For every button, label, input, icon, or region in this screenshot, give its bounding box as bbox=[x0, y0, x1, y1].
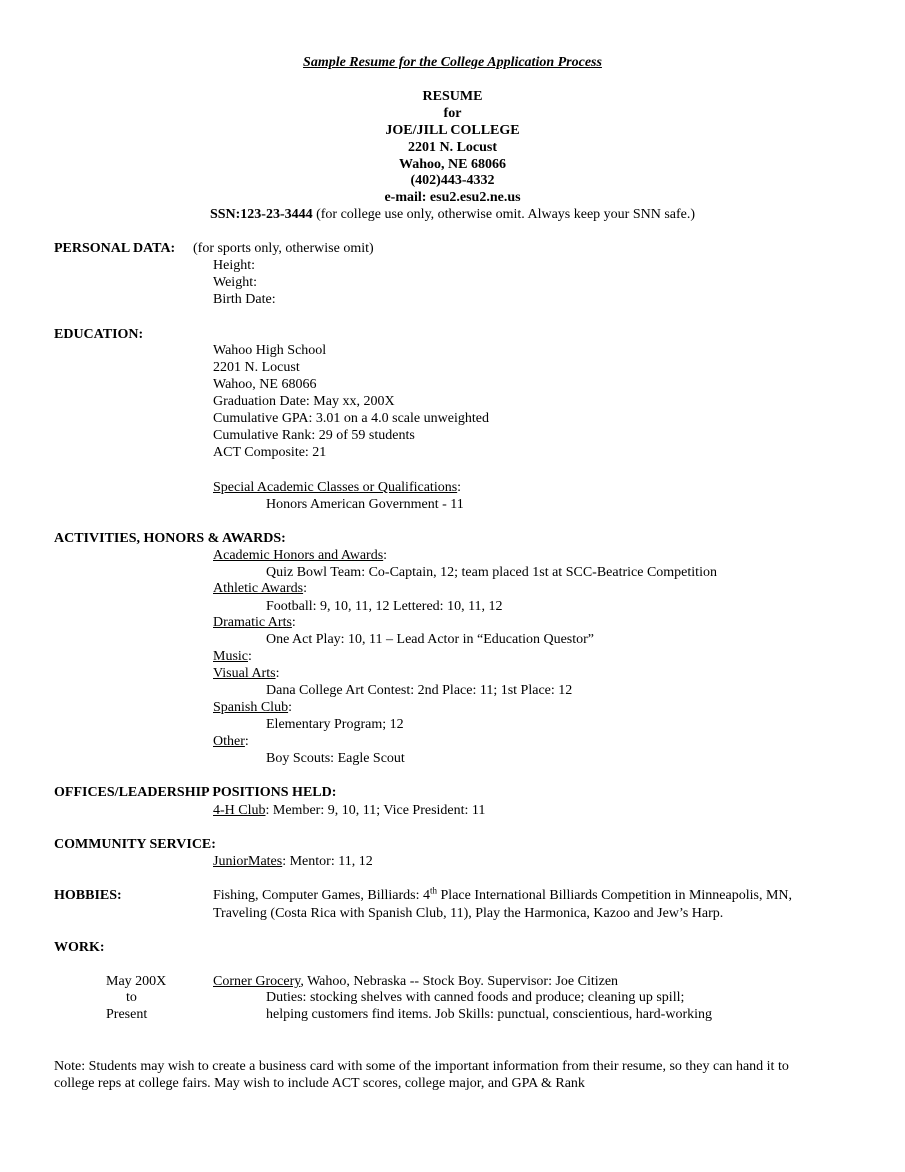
other-label: Other: bbox=[213, 734, 249, 749]
document-title: Sample Resume for the College Application Process bbox=[303, 55, 602, 70]
personal-data-note: (for sports only, otherwise omit) bbox=[193, 241, 374, 256]
special-classes-label: Special Academic Classes or Qualifications: bbox=[213, 480, 462, 495]
weight-label: Weight: bbox=[213, 275, 257, 290]
activities-heading: ACTIVITIES, HONORS & AWARDS: bbox=[54, 531, 286, 546]
hobbies-line-2: Traveling (Costa Rica with Spanish Club, 11), Play the Harmonica, Kazoo and Jew’s Harp. bbox=[213, 906, 724, 921]
visual-arts-item: Dana College Art Contest: 2nd Place: 11; 1st Place: 12 bbox=[266, 683, 573, 698]
athletic-awards-item: Football: 9, 10, 11, 12 Lettered: 10, 11, 12 bbox=[266, 599, 503, 614]
spanish-club-label: Spanish Club: bbox=[213, 700, 292, 715]
work-date-end: Present bbox=[106, 1007, 148, 1022]
school-city: Wahoo, NE 68066 bbox=[213, 377, 317, 392]
work-date-from: May 200X bbox=[106, 974, 167, 989]
applicant-city: Wahoo, NE 68066 bbox=[399, 157, 506, 172]
academic-honors-label: Academic Honors and Awards: bbox=[213, 548, 388, 563]
dramatic-arts-label: Dramatic Arts: bbox=[213, 615, 296, 630]
music-label: Music: bbox=[213, 649, 252, 664]
academic-honors-item: Quiz Bowl Team: Co-Captain, 12; team placed 1st at SCC-Beatrice Competition bbox=[266, 565, 717, 580]
education-heading: EDUCATION: bbox=[54, 327, 144, 342]
graduation-date: Graduation Date: May xx, 200X bbox=[213, 394, 395, 409]
offices-item: 4-H Club: Member: 9, 10, 11; Vice President: 11 bbox=[213, 803, 486, 818]
spanish-club-item: Elementary Program; 12 bbox=[266, 717, 404, 732]
applicant-name: JOE/JILL COLLEGE bbox=[385, 123, 520, 138]
special-classes-item: Honors American Government - 11 bbox=[266, 497, 464, 512]
visual-arts-label: Visual Arts: bbox=[213, 666, 280, 681]
applicant-phone: (402)443-4332 bbox=[410, 173, 495, 188]
work-duties-2: helping customers find items. Job Skills: punctual, conscientious, hard-working bbox=[266, 1007, 712, 1022]
resume-heading: RESUME bbox=[422, 89, 483, 104]
ssn-line bbox=[0, 206, 905, 223]
ssn-label: SSN:123-23-3444 bbox=[209, 207, 313, 222]
offices-heading: OFFICES/LEADERSHIP POSITIONS HELD: bbox=[54, 785, 337, 800]
cumulative-rank: Cumulative Rank: 29 of 59 students bbox=[213, 428, 415, 443]
work-date-to: to bbox=[126, 990, 137, 1005]
work-heading: WORK: bbox=[54, 940, 105, 955]
height-label: Height: bbox=[213, 258, 255, 273]
dramatic-arts-item: One Act Play: 10, 11 – Lead Actor in “Education Questor” bbox=[266, 632, 595, 647]
act-composite: ACT Composite: 21 bbox=[213, 445, 327, 460]
hobbies-line-1: Fishing, Computer Games, Billiards: 4th Place International Billiards Competition in Minneapolis, MN, bbox=[213, 885, 793, 903]
personal-data-heading: PERSONAL DATA: bbox=[54, 241, 176, 256]
community-service-item: JuniorMates: Mentor: 11, 12 bbox=[213, 854, 373, 869]
work-duties-1: Duties: stocking shelves with canned foods and produce; cleaning up spill; bbox=[266, 990, 685, 1005]
school-name: Wahoo High School bbox=[213, 343, 327, 358]
cumulative-gpa: Cumulative GPA: 3.01 on a 4.0 scale unweighted bbox=[213, 411, 489, 426]
other-item: Boy Scouts: Eagle Scout bbox=[266, 751, 405, 766]
work-employer: Corner Grocery, Wahoo, Nebraska -- Stock Boy. Supervisor: Joe Citizen bbox=[213, 974, 619, 989]
for-label: for bbox=[443, 106, 462, 121]
community-service-heading: COMMUNITY SERVICE: bbox=[54, 837, 216, 852]
hobbies-heading: HOBBIES: bbox=[54, 888, 122, 903]
applicant-street: 2201 N. Locust bbox=[407, 140, 498, 155]
athletic-awards-label: Athletic Awards: bbox=[213, 581, 307, 596]
note-line-1: Note: Students may wish to create a business card with some of the important information from their resume, so they can hand it to bbox=[54, 1059, 789, 1074]
applicant-email: e-mail: esu2.esu2.ne.us bbox=[384, 190, 521, 205]
school-street: 2201 N. Locust bbox=[213, 360, 300, 375]
birth-date-label: Birth Date: bbox=[213, 292, 276, 307]
note-line-2: college reps at college fairs. May wish to include ACT scores, college major, and GPA & Rank bbox=[54, 1076, 585, 1091]
ssn-note: (for college use only, otherwise omit. Always keep your SNN safe.) bbox=[312, 207, 696, 222]
